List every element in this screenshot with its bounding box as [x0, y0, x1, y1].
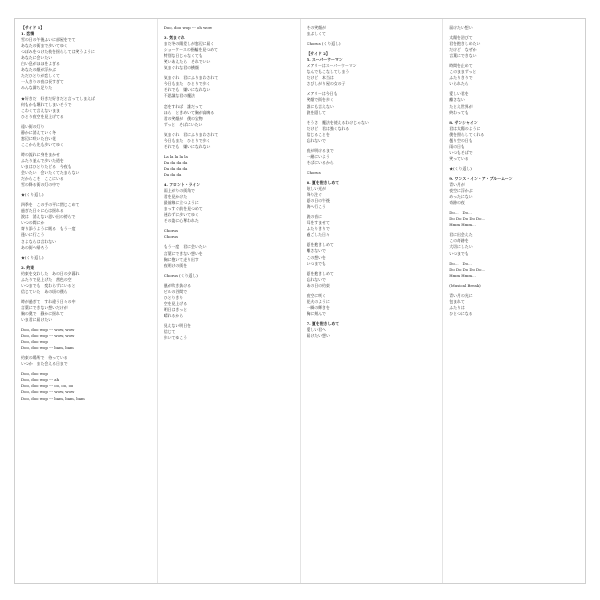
lyric-line: ★(くり返し)	[449, 165, 472, 171]
lyric-line: まっすぐ前を見つめて	[163, 206, 203, 212]
lyric-line: Do… Do…	[449, 210, 472, 216]
lyric-line: Doo, doo wop --- bam, bam	[21, 345, 74, 351]
lyric-line: Doo, doo wop	[21, 371, 48, 377]
lyric-line: 最前線に立つように	[163, 200, 199, 206]
lyric-line: Chorus	[163, 228, 178, 234]
lyric-line: 僕を照らしてくれる	[449, 131, 485, 137]
lyric-line: 眩しい光が	[306, 186, 326, 192]
lyric-line: 胸に刻んで	[306, 310, 326, 316]
lyric-line: 君を抱きしめたい	[449, 41, 481, 47]
lyric-line: 雪の日の午後ふいに部屋をでて	[21, 37, 76, 43]
lyric-line: 空を見上げる	[163, 300, 188, 306]
lyric-line: 言葉にできない想いだけが	[21, 304, 68, 310]
section-heading: 2. 約束	[21, 264, 35, 270]
lyric-line: 信じて	[163, 329, 176, 335]
lyric-line: いつの間にか	[21, 220, 45, 226]
lyric-line: さよならは言わない	[21, 238, 57, 244]
lyric-line: 青い月が	[449, 182, 465, 188]
lyric-line: 雪の降る街の灯の中で	[21, 182, 60, 188]
lyric-line: Do Do Do Do Do…	[449, 266, 486, 272]
lyric-line: 夜空に咲く	[306, 292, 326, 298]
lyric-line: ひとり夜空を見上げてる	[21, 113, 64, 119]
lyric-line: ふたりきりで	[449, 75, 473, 81]
lyric-line: 窓辺に咲いた白い花	[21, 135, 57, 141]
lyric-line: 信じていた あの頃の僕ら	[21, 288, 68, 294]
lyrics-column-1	[15, 19, 158, 583]
lyric-line: いま君に届けたい	[21, 317, 53, 323]
lyric-line: 雨上がりの街角で	[163, 188, 195, 194]
lyric-line: ★(くり返し)	[21, 254, 44, 260]
lyric-line: 白い息がほほをよぎる	[21, 61, 60, 67]
lyric-line: こわくて言えないまま	[21, 107, 60, 113]
lyric-line: Da da da da	[163, 165, 188, 171]
lyric-line: さびしがり屋の女の子	[306, 81, 346, 87]
lyric-line: 過ごした日々	[306, 232, 330, 238]
lyric-line: ひとりきり	[163, 294, 184, 300]
section-heading: 9. ワンス・イン・ア・ブルームーン	[449, 175, 513, 181]
lyric-line: 耳をすませて	[306, 220, 330, 226]
lyric-line: 今日もまた ひとりで歩く	[163, 81, 211, 87]
lyric-line: 曇り空の日も	[449, 137, 473, 143]
lyric-line: 遠い街の灯り	[21, 123, 45, 129]
lyric-line: みんな満ち足りた	[21, 85, 53, 91]
section-heading: 5. スーパーウーマン	[306, 57, 343, 63]
lyric-line: 時間を止めて	[449, 63, 473, 69]
section-heading: 3. 気まぐれ	[163, 35, 185, 41]
lyric-line: Chorus	[306, 169, 321, 175]
lyric-line: Doo, doo wop --- wow, wow	[21, 389, 75, 395]
lyric-line: ショーケースの指輪を見つめて	[163, 47, 218, 53]
lyric-line: 青い月の光に	[449, 292, 473, 298]
lyric-line: 君は太陽のように	[449, 125, 481, 131]
lyric-line: めったにない	[449, 194, 473, 200]
lyric-line: いつまでも 変わらずにいると	[21, 282, 76, 288]
lyric-line: ビルの谷間で	[163, 288, 188, 294]
lyric-line: 夜明けの街を	[163, 262, 188, 268]
lyric-line: 終わっても	[449, 109, 469, 115]
lyric-line: Doo, doo wop --- oo, oo, oo	[21, 383, 74, 389]
lyric-line: 太陽を浴びて	[449, 35, 473, 41]
lyric-line: 気まぐれ 君にふりまわされて	[163, 75, 219, 81]
lyric-line: 離さない	[449, 97, 465, 103]
lyric-line: たとえ世界が	[449, 103, 473, 109]
lyric-line: 涙は 消えない思い出の傍らで	[21, 214, 76, 220]
lyric-line: 夏を抱きしめて	[306, 270, 334, 276]
lyric-line: 離さないで	[306, 248, 326, 254]
lyric-line: つぼみをつけた枝を揺らしては笑うように	[21, 49, 95, 55]
lyric-line: 約束の場所で 待っている	[21, 355, 68, 361]
lyric-line: 今日もまた ひとりで歩く	[163, 137, 211, 143]
lyric-line: あなたに会いたい	[21, 55, 53, 61]
lyric-line: 風が吹き抜ける	[163, 282, 191, 288]
lyric-line: 一瞬の輝きを	[306, 304, 330, 310]
lyric-line: 雨の日も	[449, 143, 465, 149]
section-heading: 6. 夏を抱きしめて	[306, 179, 340, 185]
lyric-sheet	[14, 18, 586, 584]
lyric-line: この想いを	[306, 254, 326, 260]
lyric-line: 信じることを	[306, 131, 330, 137]
lyric-line: ここから先も歩いてゆく	[21, 141, 64, 147]
lyric-line: 不思議な君の魔法	[163, 93, 195, 99]
lyric-line: メアリーはスーパーウーマン	[306, 63, 357, 69]
lyric-line: 誰にも言えない	[306, 103, 334, 109]
lyric-line: 届けたい想い	[306, 333, 330, 339]
lyric-line: 笑顔で街を歩く	[306, 97, 334, 103]
lyric-line: 忘れないで	[306, 276, 326, 282]
section-heading: 【サイド 2】	[306, 51, 330, 57]
lyric-line: メアリーは今日も	[306, 91, 338, 97]
lyric-line: あなたの顔が浮かぶ	[21, 67, 57, 73]
lyric-line: もう一度 君に会いたい	[163, 244, 207, 250]
lyric-line: Doo, doo wop --- ah	[21, 377, 60, 383]
lyric-line: Chorus (くり返し)	[306, 41, 341, 47]
lyric-line: Da da da	[163, 171, 182, 177]
lyric-line: 逢いに行こう	[21, 232, 45, 238]
lyric-line: 言葉にできない	[449, 53, 477, 59]
lyric-line: Do Do Do Do Do…	[449, 216, 486, 222]
lyric-line: ★好きだ 好きだ好きだと言ってしまえば	[21, 95, 95, 101]
lyric-line: 明日はきっと	[163, 306, 188, 312]
lyric-line: その笑顔が	[306, 25, 326, 30]
lyric-line: 降り注ぐ	[306, 192, 323, 198]
lyric-line: 言葉にできない想いを	[163, 250, 203, 256]
lyric-line: 胸の奥で 静かに揺れて	[21, 310, 64, 316]
lyric-line: ★(くり返し)	[21, 192, 44, 198]
lyric-line: ふたり並んで歩いた道を	[21, 157, 64, 163]
lyric-line: いまはひとりたどる 今夜も	[21, 163, 72, 169]
lyric-line: 気まぐれ 君にふりまわされて	[163, 131, 219, 137]
lyric-line: 静かに消えていく冬	[21, 129, 57, 135]
lyric-line: La la la la la	[163, 153, 188, 159]
lyric-line: 歩いてゆこう	[163, 335, 188, 341]
lyric-line: 時の流れに身をまかせ	[21, 151, 60, 157]
lyric-line: Chorus	[163, 234, 178, 240]
lyric-line: あの街へ帰ろう	[21, 244, 49, 250]
lyric-line: ずっと そばにいたい	[163, 121, 203, 127]
lyric-line: まだ冬の陽差しが窓辺に届く	[163, 41, 215, 47]
lyric-line: 夏を抱きしめて	[306, 242, 334, 248]
lyric-line: 過ぎた日々に心は揺れる	[21, 208, 64, 214]
lyric-line: いつまでも	[449, 250, 469, 256]
lyric-line: だけど 本当は	[306, 75, 334, 81]
lyric-line: (Musical Break)	[449, 282, 481, 288]
lyric-line: 夏の日の午後	[306, 198, 330, 204]
lyric-line: 何もかも壊れてしまいそうで	[21, 101, 72, 107]
lyric-line: あなたの街まで歩いてゆく	[21, 43, 68, 49]
lyric-line: ほら ときめいて胸が高鳴る	[163, 109, 215, 115]
lyric-line: 夜が明けるまで	[306, 147, 334, 153]
lyric-line: まぶしくて	[306, 31, 326, 37]
lyric-line: 一人きりの夜は長すぎて	[21, 79, 64, 85]
lyric-line: ふたりきりで	[306, 226, 330, 232]
section-heading: 8. サンシャイン	[449, 119, 478, 125]
lyric-line: Do… Do…	[449, 260, 472, 266]
lyric-line: ひとつになる	[449, 310, 473, 316]
lyric-line: 愛しい君を	[449, 91, 469, 97]
lyric-line: いつか また会える日まで	[21, 361, 68, 367]
lyric-line: 恋をすれば 誰だって	[163, 103, 203, 109]
lyric-line: Doo, doo wop --- oh wow	[163, 25, 213, 30]
lyric-line: いられたら	[449, 81, 469, 87]
lyric-line: Hmm Hmm…	[449, 272, 476, 278]
lyric-line: 約束を交わした あの日の夕暮れ	[21, 270, 80, 276]
lyrics-column-3	[301, 19, 444, 583]
lyric-line: 迷わずに歩いてゆく	[163, 212, 199, 218]
lyric-line: だからこそ ここにいる	[21, 176, 64, 182]
lyric-line: 四季を この手の平に閉じこめて	[21, 202, 80, 208]
lyric-line: 包まれて	[449, 298, 465, 304]
lyric-line: この奇跡を	[449, 238, 469, 244]
lyric-line: 晴れるから	[163, 312, 184, 318]
lyric-line: そうさ 魔法を使えるわけじゃない	[306, 119, 369, 125]
lyric-line: Doo, doo wop --- bam, bam, bam	[21, 395, 85, 401]
lyric-line: Chorus (くり返し)	[163, 272, 198, 278]
lyric-line: だけど 君は強くなれる	[306, 125, 350, 131]
lyric-line: 愛しい君へ	[306, 326, 326, 332]
lyric-line: 笑っている	[449, 155, 469, 161]
lyric-line: 特別な日じゃなくても	[163, 53, 203, 59]
lyric-line: Doo, doo wop --- wow, wow	[21, 333, 75, 339]
lyric-line: なんでもこなしてしまう	[306, 69, 350, 75]
lyric-line: 見えない明日を	[163, 322, 191, 328]
lyric-line: 君の笑顔が 僕の宝物	[163, 115, 203, 121]
lyric-line: 忘れないで	[306, 137, 326, 143]
lyric-line: 海へ行こう	[306, 204, 326, 210]
lyric-line: 大切にしたい	[449, 244, 473, 250]
lyric-line: あの日の約束	[306, 282, 330, 288]
lyric-line: Hmm Hmm…	[449, 222, 476, 228]
lyric-line: このままずっと	[449, 69, 477, 75]
lyric-line: その姿に心奪われた	[163, 218, 199, 224]
lyric-line: 胸に抱いて走り出す	[163, 256, 199, 262]
lyric-line: 届けたい想い	[449, 25, 473, 30]
lyric-line: Doo, doo wop	[21, 339, 48, 345]
lyric-line: いつもそばで	[449, 149, 473, 155]
lyric-line: ふたりは	[449, 304, 465, 310]
lyric-line: そばにいるから	[306, 159, 334, 165]
lyric-line: いつまでも	[306, 260, 326, 266]
lyric-line: 夜空に浮かぶ	[449, 188, 473, 194]
lyric-line: それでも 嫌いになれない	[163, 87, 211, 93]
lyric-line: 波の音に	[306, 214, 323, 220]
section-heading: 4. フロント・ライン	[163, 182, 201, 188]
section-heading: 【サイド 1】	[21, 25, 45, 30]
lyric-line: 笑いあえたら それでいい	[163, 59, 211, 65]
lyrics-column-4	[443, 19, 585, 583]
lyric-line: 君に出会えた	[449, 232, 473, 238]
lyric-line: 花火のように	[306, 298, 330, 304]
lyric-line: 奇跡の夜	[449, 200, 465, 206]
lyric-line: 会いたい 会いたくてたまらない	[21, 170, 80, 176]
lyric-line: 気まぐれな君の横顔	[163, 65, 199, 71]
lyric-line: 君を見かけた	[163, 194, 188, 200]
section-heading: 7. 夏を抱きしめて	[306, 320, 340, 326]
section-heading: 1. 恋情	[21, 31, 35, 37]
lyric-line: 時が過ぎて すれ違う日々の中	[21, 298, 76, 304]
lyric-line: Doo, doo wop --- wow, wow	[21, 327, 75, 333]
lyrics-column-2	[158, 19, 301, 583]
lyric-line: Da da da da	[163, 159, 188, 165]
lyric-line: ただひとりが恋しくて	[21, 73, 60, 79]
lyric-line: 涙を隠して	[306, 109, 326, 115]
lyric-line: 寄り添うように眠る もう一度	[21, 226, 76, 232]
lyric-line: それでも 嫌いになれない	[163, 143, 211, 149]
lyric-line: ふたりで見上げた 茜色の空	[21, 276, 72, 282]
lyric-line: だけど なぜか	[449, 47, 477, 53]
lyric-line: 一緒にいよう	[306, 153, 330, 159]
